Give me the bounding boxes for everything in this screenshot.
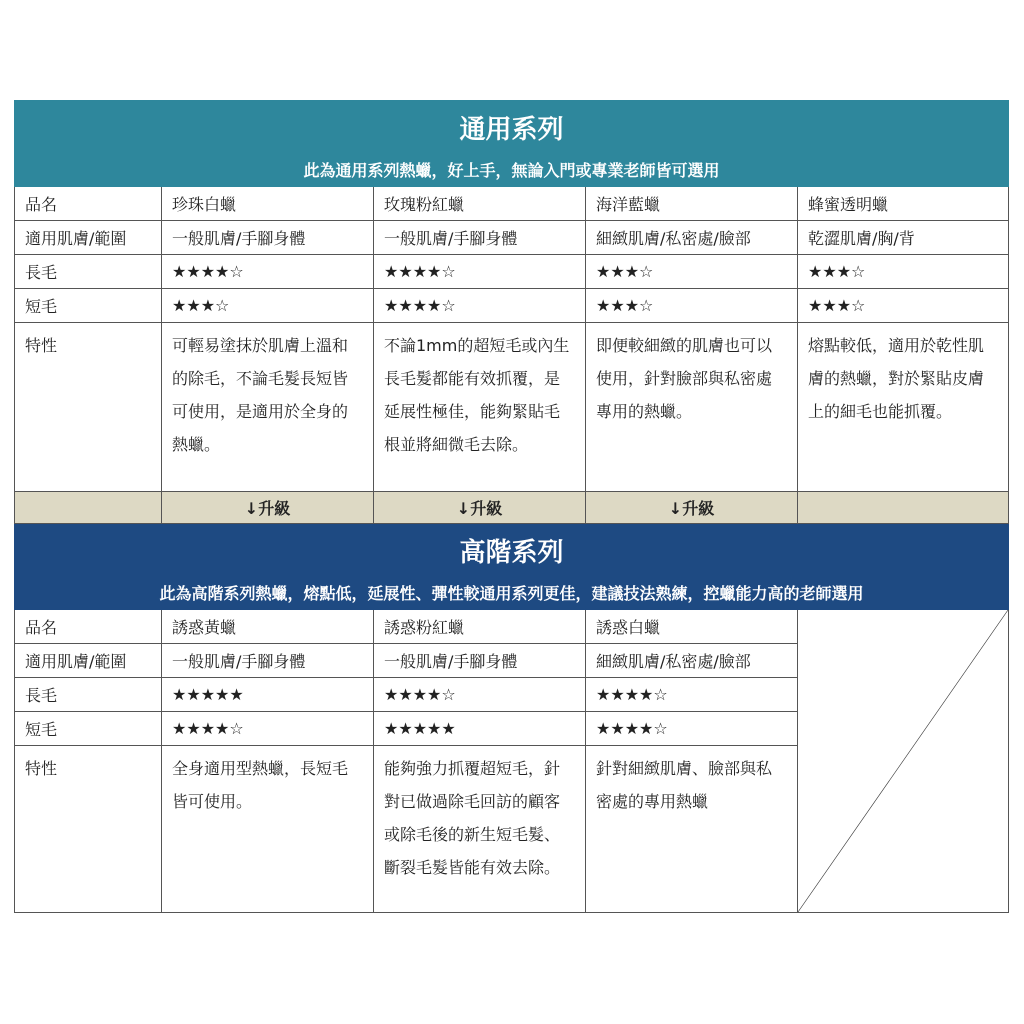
upgrade-empty-cell [15, 492, 162, 524]
product-name: 珍珠白蠟 [162, 187, 374, 221]
standard-series-subtitle: 此為通用系列熱蠟，好上手，無論入門或專業老師皆可選用 [15, 153, 1009, 187]
standard-long-hair-row [15, 255, 1009, 289]
star-rating: ★★★★☆ [162, 712, 374, 746]
star-rating: ★★★☆ [586, 289, 798, 323]
star-rating: ★★★★☆ [374, 289, 586, 323]
star-rating: ★★★☆ [162, 289, 374, 323]
product-name: 誘惑粉紅蠟 [374, 610, 586, 644]
premium-name-row [15, 610, 1009, 644]
product-name: 誘惑黃蠟 [162, 610, 374, 644]
row-label: 適用肌膚/範圍 [15, 221, 162, 255]
wax-comparison-sheet [14, 100, 1008, 913]
star-rating: ★★★☆ [798, 255, 1009, 289]
area-cell: 一般肌膚/手腳身體 [374, 221, 586, 255]
feature-text: 全身適用型熱蠟，長短毛皆可使用。 [162, 746, 374, 913]
comparison-table [14, 100, 1009, 913]
product-name: 玫瑰粉紅蠟 [374, 187, 586, 221]
star-rating: ★★★★☆ [586, 712, 798, 746]
feature-text: 可輕易塗抹於肌膚上溫和的除毛，不論毛髮長短皆可使用，是適用於全身的熱蠟。 [162, 323, 374, 492]
star-rating: ★★★★☆ [162, 255, 374, 289]
star-rating: ★★★☆ [798, 289, 1009, 323]
star-rating: ★★★★☆ [374, 255, 586, 289]
row-label: 適用肌膚/範圍 [15, 644, 162, 678]
row-label: 短毛 [15, 289, 162, 323]
feature-text: 熔點較低，適用於乾性肌膚的熱蠟，對於緊貼皮膚上的細毛也能抓覆。 [798, 323, 1009, 492]
standard-short-hair-row [15, 289, 1009, 323]
product-name: 誘惑白蠟 [586, 610, 798, 644]
star-rating: ★★★★☆ [374, 678, 586, 712]
upgrade-arrow: ↓升級 [586, 492, 798, 524]
star-rating: ★★★★★ [162, 678, 374, 712]
standard-feature-row [15, 323, 1009, 492]
star-rating: ★★★☆ [586, 255, 798, 289]
feature-text: 即便較細緻的肌膚也可以使用，針對臉部與私密處專用的熱蠟。 [586, 323, 798, 492]
product-name: 蜂蜜透明蠟 [798, 187, 1009, 221]
feature-text: 針對細緻肌膚、臉部與私密處的專用熱蠟 [586, 746, 798, 913]
standard-series-title: 通用系列 [15, 101, 1009, 154]
empty-diagonal-cell [798, 610, 1009, 913]
feature-text: 不論1mm的超短毛或內生長毛髮都能有效抓覆，是延展性極佳，能夠緊貼毛根並將細微毛去除。 [374, 323, 586, 492]
upgrade-arrow: ↓升級 [374, 492, 586, 524]
upgrade-arrow: ↓升級 [162, 492, 374, 524]
premium-series-subtitle: 此為高階系列熱蠟，熔點低，延展性、彈性較通用系列更佳，建議技法熟練，控蠟能力高的老師選用 [15, 576, 1009, 610]
diagonal-line [798, 610, 1008, 912]
area-cell: 一般肌膚/手腳身體 [374, 644, 586, 678]
premium-series-title: 高階系列 [15, 524, 1009, 577]
standard-area-row [15, 221, 1009, 255]
row-label: 長毛 [15, 255, 162, 289]
row-label: 特性 [15, 323, 162, 492]
area-cell: 細緻肌膚/私密處/臉部 [586, 644, 798, 678]
product-name: 海洋藍蠟 [586, 187, 798, 221]
star-rating: ★★★★★ [374, 712, 586, 746]
row-label: 品名 [15, 187, 162, 221]
area-cell: 一般肌膚/手腳身體 [162, 644, 374, 678]
upgrade-empty-cell [798, 492, 1009, 524]
star-rating: ★★★★☆ [586, 678, 798, 712]
row-label: 短毛 [15, 712, 162, 746]
standard-name-row [15, 187, 1009, 221]
row-label: 品名 [15, 610, 162, 644]
area-cell: 一般肌膚/手腳身體 [162, 221, 374, 255]
area-cell: 乾澀肌膚/胸/背 [798, 221, 1009, 255]
area-cell: 細緻肌膚/私密處/臉部 [586, 221, 798, 255]
upgrade-row [15, 492, 1009, 524]
row-label: 特性 [15, 746, 162, 913]
feature-text: 能夠強力抓覆超短毛，針對已做過除毛回訪的顧客或除毛後的新生短毛髮、斷裂毛髮皆能有效去除。 [374, 746, 586, 913]
row-label: 長毛 [15, 678, 162, 712]
